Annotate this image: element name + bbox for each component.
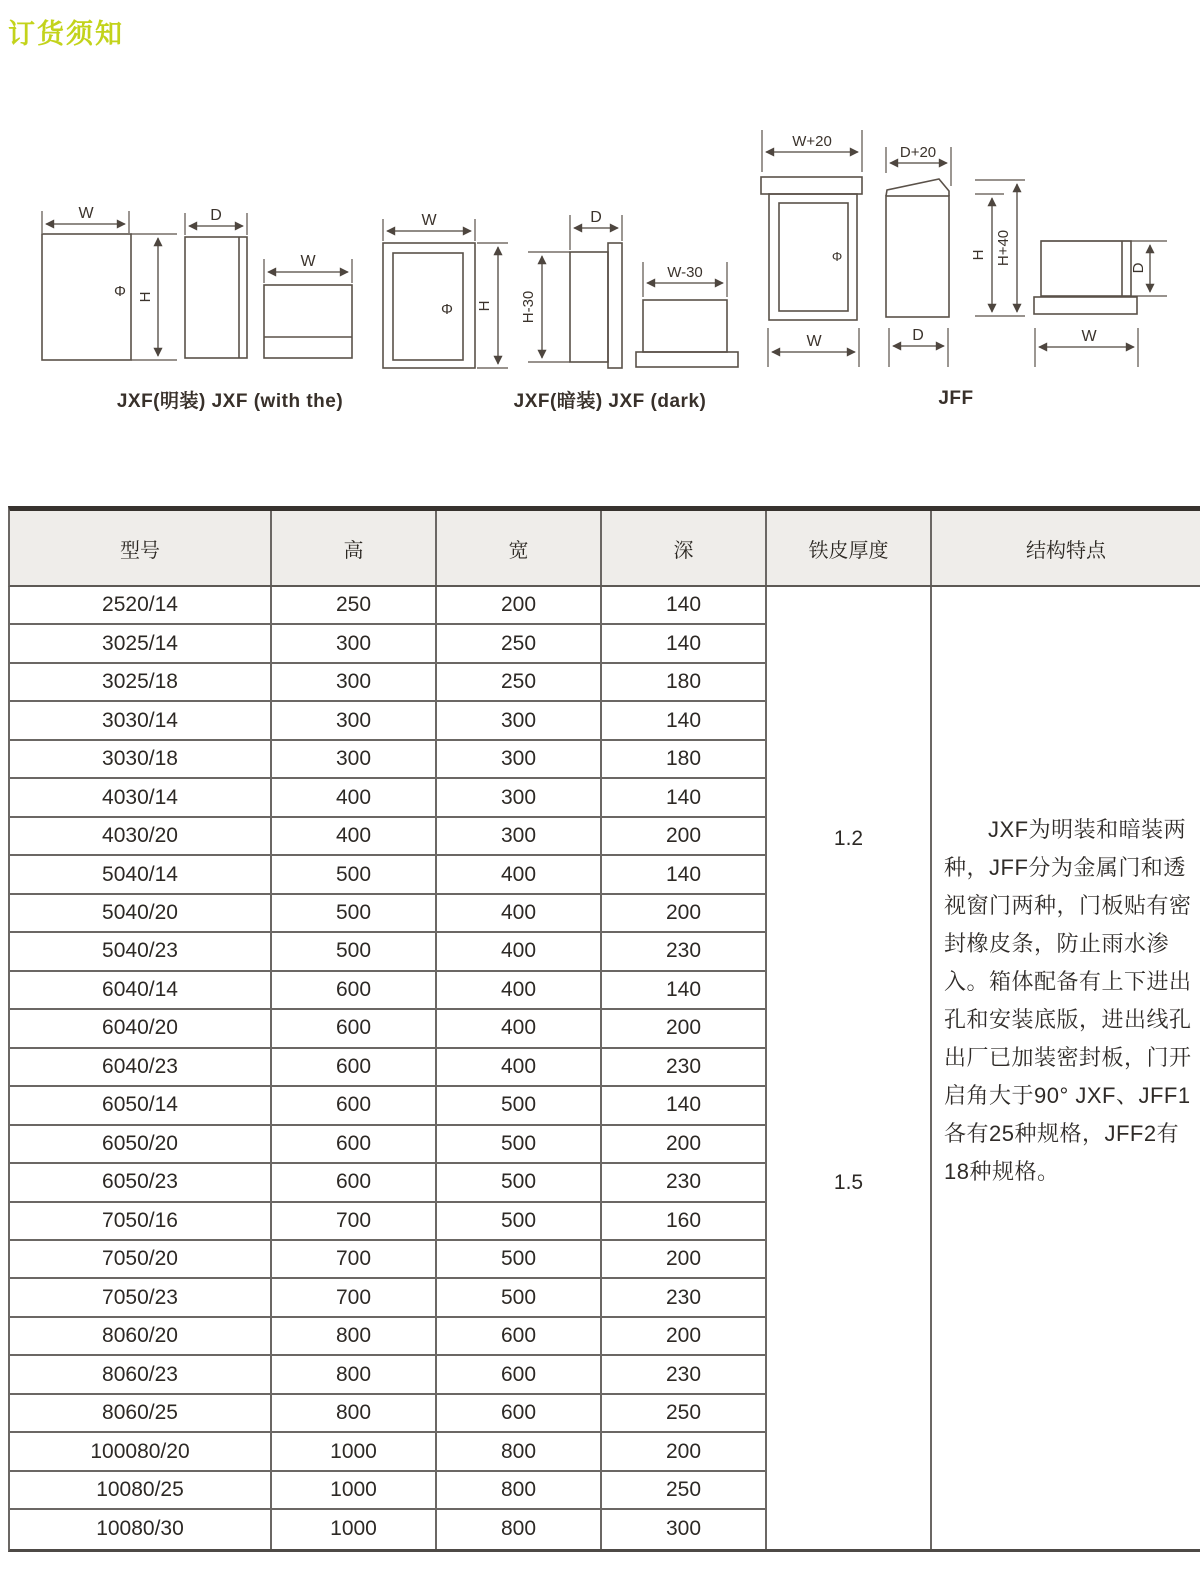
- height-cell: 300: [272, 625, 437, 663]
- model-cell: 4030/20: [10, 818, 272, 856]
- width-cell: 300: [437, 818, 602, 856]
- col-header-width: 宽: [437, 511, 602, 585]
- dim-label-h40: H+40: [995, 229, 1012, 267]
- height-cell: 600: [272, 1087, 437, 1125]
- features-text: JXF为明装和暗装两种，JFF分为金属门和透视窗门两种，门板贴有密封橡皮条，防止雨水渗入。箱体配备有上下进出孔和安装底版，进出线孔出厂已加装密封板，门开启角大于90° JXF、JFF1各有25种规格，JFF2有18种规格。: [944, 817, 1192, 1184]
- diagram-jff: [761, 130, 1167, 409]
- model-cell: 3030/14: [10, 702, 272, 740]
- width-cell: 400: [437, 933, 602, 971]
- depth-cell: 230: [602, 1049, 767, 1087]
- depth-cell: 140: [602, 779, 767, 817]
- depth-cell: 230: [602, 1356, 767, 1394]
- width-cell: 500: [437, 1087, 602, 1125]
- height-cell: 600: [272, 1049, 437, 1087]
- door-knob-symbol: Φ: [831, 249, 843, 264]
- dim-label-w: W: [78, 205, 94, 222]
- height-cell: 400: [272, 779, 437, 817]
- page-title: 订货须知: [8, 19, 124, 49]
- width-cell: 400: [437, 1010, 602, 1048]
- dim-label-h: H: [137, 291, 154, 303]
- width-cell: 400: [437, 1049, 602, 1087]
- depth-cell: 230: [602, 933, 767, 971]
- height-cell: 1000: [272, 1433, 437, 1471]
- height-cell: 500: [272, 933, 437, 971]
- height-cell: 250: [272, 587, 437, 625]
- spec-table: [8, 506, 1200, 1552]
- height-cell: 300: [272, 741, 437, 779]
- depth-cell: 140: [602, 702, 767, 740]
- col-header-depth: 深: [602, 511, 767, 585]
- model-cell: 5040/20: [10, 895, 272, 933]
- height-cell: 600: [272, 972, 437, 1010]
- height-cell: 1000: [272, 1472, 437, 1510]
- height-cell: 700: [272, 1241, 437, 1279]
- diagram-jxf-flush: [383, 209, 738, 412]
- depth-cell: 200: [602, 1433, 767, 1471]
- table-body: [8, 587, 1200, 1552]
- height-cell: 600: [272, 1126, 437, 1164]
- depth-cell: 200: [602, 818, 767, 856]
- door-knob-symbol: Φ: [114, 283, 126, 300]
- model-cell: 10080/30: [10, 1510, 272, 1548]
- depth-cell: 230: [602, 1164, 767, 1202]
- dim-label-w: W: [421, 212, 437, 229]
- depth-cell: 200: [602, 1010, 767, 1048]
- depth-cell: 140: [602, 856, 767, 894]
- col-header-thickness: 铁皮厚度: [767, 511, 932, 585]
- height-cell: 300: [272, 664, 437, 702]
- width-cell: 300: [437, 702, 602, 740]
- col-header-model: 型号: [10, 511, 272, 585]
- height-cell: 800: [272, 1395, 437, 1433]
- dim-label-d: D: [1130, 262, 1147, 274]
- height-cell: 800: [272, 1356, 437, 1394]
- model-cell: 6040/20: [10, 1010, 272, 1048]
- table-header-row: [8, 506, 1200, 587]
- model-cell: 5040/23: [10, 933, 272, 971]
- height-cell: 500: [272, 895, 437, 933]
- depth-cell: 200: [602, 1241, 767, 1279]
- thickness-value-1: 1.2: [833, 827, 864, 851]
- width-cell: 800: [437, 1433, 602, 1471]
- height-cell: 800: [272, 1318, 437, 1356]
- spec-grid: [10, 587, 767, 1549]
- depth-cell: 140: [602, 625, 767, 663]
- door-knob-symbol: Φ: [441, 301, 453, 318]
- width-cell: 200: [437, 587, 602, 625]
- depth-cell: 140: [602, 1087, 767, 1125]
- width-cell: 500: [437, 1279, 602, 1317]
- depth-cell: 200: [602, 1126, 767, 1164]
- model-cell: 8060/25: [10, 1395, 272, 1433]
- model-cell: 2520/14: [10, 587, 272, 625]
- thickness-value-2: 1.5: [833, 1171, 864, 1195]
- model-cell: 6040/14: [10, 972, 272, 1010]
- dim-label-h-30: H-30: [520, 290, 537, 324]
- model-cell: 8060/23: [10, 1356, 272, 1394]
- model-cell: 5040/14: [10, 856, 272, 894]
- thickness-merged-cell: [767, 587, 932, 1549]
- width-cell: 400: [437, 856, 602, 894]
- height-cell: 600: [272, 1010, 437, 1048]
- depth-cell: 300: [602, 1510, 767, 1548]
- depth-cell: 140: [602, 972, 767, 1010]
- model-cell: 3025/14: [10, 625, 272, 663]
- height-cell: 700: [272, 1203, 437, 1241]
- model-cell: 6050/23: [10, 1164, 272, 1202]
- technical-diagrams: [0, 0, 1200, 430]
- width-cell: 500: [437, 1241, 602, 1279]
- height-cell: 1000: [272, 1510, 437, 1548]
- width-cell: 300: [437, 741, 602, 779]
- depth-cell: 200: [602, 895, 767, 933]
- width-cell: 600: [437, 1395, 602, 1433]
- depth-cell: 160: [602, 1203, 767, 1241]
- depth-cell: 180: [602, 664, 767, 702]
- width-cell: 500: [437, 1164, 602, 1202]
- dim-label-d20: D+20: [899, 144, 937, 161]
- model-cell: 7050/23: [10, 1279, 272, 1317]
- model-cell: 7050/20: [10, 1241, 272, 1279]
- model-cell: 6050/14: [10, 1087, 272, 1125]
- width-cell: 500: [437, 1203, 602, 1241]
- dim-label-d: D: [912, 327, 924, 344]
- diagram-jxf-surface: [42, 205, 352, 412]
- depth-cell: 250: [602, 1472, 767, 1510]
- width-cell: 300: [437, 779, 602, 817]
- width-cell: 250: [437, 664, 602, 702]
- dim-label-d: D: [590, 209, 602, 226]
- dim-label-h: H: [476, 300, 493, 312]
- model-cell: 100080/20: [10, 1433, 272, 1471]
- height-cell: 700: [272, 1279, 437, 1317]
- caption-jff: JFF: [938, 388, 974, 409]
- depth-cell: 230: [602, 1279, 767, 1317]
- col-header-features: 结构特点: [1026, 539, 1106, 562]
- model-cell: 3025/18: [10, 664, 272, 702]
- width-cell: 500: [437, 1126, 602, 1164]
- caption-jxf-flush: JXF(暗装) JXF (dark): [513, 391, 707, 412]
- width-cell: 400: [437, 895, 602, 933]
- dim-label-w20: W+20: [792, 133, 832, 150]
- caption-jxf-surface: JXF(明装) JXF (with the): [116, 391, 344, 412]
- model-cell: 4030/14: [10, 779, 272, 817]
- model-cell: 10080/25: [10, 1472, 272, 1510]
- width-cell: 400: [437, 972, 602, 1010]
- depth-cell: 180: [602, 741, 767, 779]
- dim-label-d: D: [210, 207, 222, 224]
- model-cell: 6040/23: [10, 1049, 272, 1087]
- dim-label-w: W: [806, 333, 822, 350]
- model-cell: 8060/20: [10, 1318, 272, 1356]
- model-cell: 7050/16: [10, 1203, 272, 1241]
- width-cell: 800: [437, 1472, 602, 1510]
- model-cell: 3030/18: [10, 741, 272, 779]
- depth-cell: 140: [602, 587, 767, 625]
- height-cell: 500: [272, 856, 437, 894]
- model-cell: 6050/20: [10, 1126, 272, 1164]
- col-header-height: 高: [272, 511, 437, 585]
- width-cell: 600: [437, 1356, 602, 1394]
- width-cell: 250: [437, 625, 602, 663]
- width-cell: 600: [437, 1318, 602, 1356]
- dim-label-w: W: [300, 253, 316, 270]
- diagrams-svg: [0, 0, 1200, 430]
- width-cell: 800: [437, 1510, 602, 1548]
- height-cell: 600: [272, 1164, 437, 1202]
- height-cell: 300: [272, 702, 437, 740]
- depth-cell: 250: [602, 1395, 767, 1433]
- depth-cell: 200: [602, 1318, 767, 1356]
- features-merged-cell: [932, 587, 1200, 1549]
- dim-label-h: H: [970, 249, 987, 261]
- dim-label-w: W: [1081, 328, 1097, 345]
- height-cell: 400: [272, 818, 437, 856]
- dim-label-w-30: W-30: [667, 264, 703, 281]
